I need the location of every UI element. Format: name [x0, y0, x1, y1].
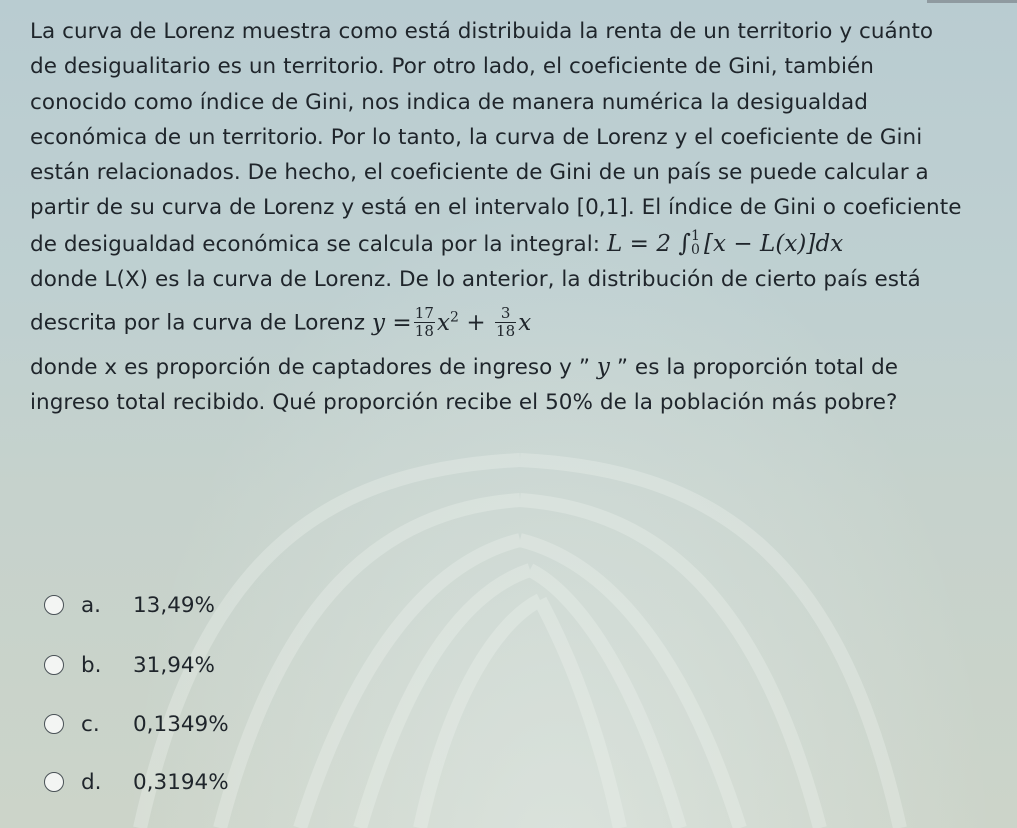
- fraction-numerator: 3: [495, 305, 516, 323]
- option-b[interactable]: [44, 650, 215, 680]
- radio-button-b[interactable]: [44, 655, 64, 675]
- option-d[interactable]: [44, 767, 229, 797]
- option-a[interactable]: [44, 590, 215, 620]
- option-letter: d.: [81, 769, 102, 795]
- option-value: 13,49%: [133, 592, 215, 618]
- curve-y-equals: y =: [372, 310, 412, 337]
- integral-lhs: L = 2: [606, 230, 672, 257]
- option-letter: b.: [81, 652, 102, 678]
- option-value: 31,94%: [133, 652, 215, 678]
- fraction-17-18: [414, 305, 435, 340]
- radio-button-a[interactable]: [44, 595, 64, 615]
- question-line-text: ” es la proporción total de: [609, 355, 899, 381]
- integral-sign: ∫: [678, 228, 691, 257]
- fraction-denominator: 18: [414, 321, 434, 340]
- question-line: económica de un territorio. Por lo tanto, la curva de Lorenz y el coeficiente de Gini: [30, 124, 923, 150]
- gini-integral-formula: [606, 227, 844, 258]
- integral-body: [x − L(x)]dx: [703, 230, 844, 257]
- question-line-integral: [30, 226, 1005, 262]
- question-line: conocido como índice de Gini, nos indica de manera numérica la desigualdad: [30, 89, 868, 115]
- question-line: están relacionados. De hecho, el coeficiente de Gini de un país se puede calcular a: [30, 160, 929, 186]
- top-edge-line: [927, 0, 1017, 3]
- question-line-definition: [30, 350, 1005, 385]
- curve-x: x: [436, 310, 450, 337]
- integral-limits: [691, 229, 700, 257]
- option-c[interactable]: [44, 709, 229, 739]
- question-line-text: descrita por la curva de Lorenz: [30, 311, 373, 337]
- integral-upper-limit: 1: [690, 227, 700, 244]
- fraction-denominator: 18: [496, 321, 516, 340]
- fraction-3-18: [495, 305, 516, 340]
- option-letter: a.: [81, 592, 102, 618]
- question-line: donde L(X) es la curva de Lorenz. De lo anterior, la distribución de cierto país está: [30, 267, 921, 293]
- question-line-curve: [30, 297, 1005, 344]
- question-line: partir de su curva de Lorenz y está en el intervalo [0,1]. El índice de Gini o coeficiente: [30, 195, 962, 221]
- option-letter: c.: [81, 711, 100, 737]
- variable-y: y: [596, 354, 610, 381]
- curve-exponent: 2: [449, 309, 459, 326]
- radio-button-d[interactable]: [44, 772, 64, 792]
- question-line: ingreso total recibido. Qué proporción recibe el 50% de la población más pobre?: [30, 390, 898, 416]
- fraction-numerator: 17: [414, 303, 434, 322]
- question-line-text: de desigualdad económica se calcula por la integral:: [30, 231, 607, 257]
- integral-lower-limit: 0: [690, 241, 700, 258]
- question-line: La curva de Lorenz muestra como está distribuida la renta de un territorio y cuánto: [30, 19, 934, 44]
- question-line-text: donde x es proporción de captadores de ingreso y ”: [30, 355, 597, 381]
- curve-plus: +: [466, 310, 486, 337]
- option-value: 0,3194%: [133, 769, 229, 795]
- question-line: de desigualitario es un territorio. Por otro lado, el coeficiente de Gini, también: [30, 54, 874, 80]
- radio-button-c[interactable]: [44, 714, 64, 734]
- option-value: 0,1349%: [133, 711, 229, 737]
- lorenz-curve-formula: [372, 303, 532, 340]
- curve-x: x: [518, 310, 532, 337]
- question-text: [30, 14, 1005, 421]
